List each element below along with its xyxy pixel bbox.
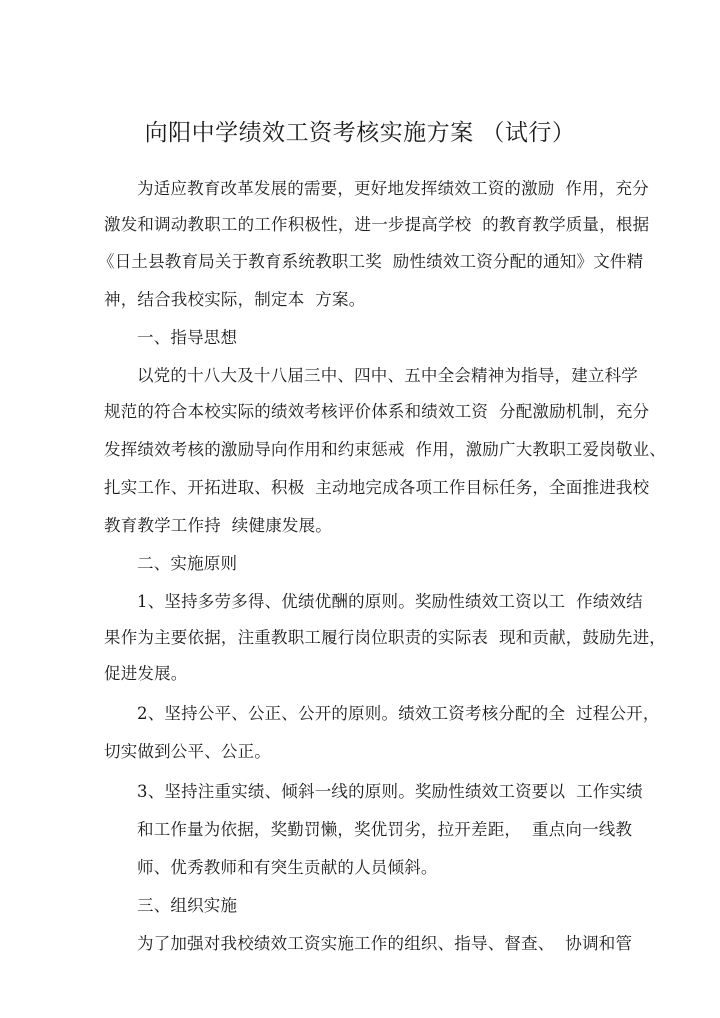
paragraph-line: 扎实工作、开拓进取、积极 主动地完成各项工作目标任务，全面推进我校 [104, 478, 650, 497]
paragraph-line: 促进发展。 [104, 664, 188, 683]
paragraph-line: 以党的十八大及十八届三中、四中、五中全会精神为指导，建立科学 [137, 366, 638, 385]
paragraph-line: 规范的符合本校实际的绩效考核评价体系和绩效工资 分配激励机制，充分 [104, 402, 650, 421]
section-heading: 三、组织实施 [137, 896, 238, 915]
paragraph-line: 和工作量为依据，奖勤罚懒，奖优罚劣，拉开差距， 重点向一线教 [137, 820, 633, 839]
paragraph-line: 激发和调动教职工的工作积极性，进一步提高学校 的教育教学质量，根据 [104, 215, 650, 234]
paragraph-line: 果作为主要依据，注重教职工履行岗位职责的实际表 现和贡献，鼓励先进， [104, 628, 666, 647]
paragraph-line: 2、坚持公平、公正、公开的原则。绩效工资考核分配的全 过程公开， [137, 704, 660, 723]
paragraph-line: 3、坚持注重实绩、倾斜一线的原则。奖励性绩效工资要以 工作实绩 [137, 782, 643, 801]
section-heading: 二、实施原则 [137, 554, 238, 573]
document-title: 向阳中学绩效工资考核实施方案 （试行） [144, 120, 576, 146]
paragraph-line: 神，结合我校实际，制定本 方案。 [104, 290, 366, 309]
paragraph-line: 发挥绩效考核的激励导向作用和约束惩戒 作用，激励广大教职工爱岗敬业、 [104, 440, 666, 459]
section-heading: 一、指导思想 [137, 328, 238, 347]
paragraph-line: 为了加强对我校绩效工资实施工作的组织、指导、督查、 协调和管 [137, 934, 633, 953]
paragraph-line: 教育教学工作持 续健康发展。 [104, 516, 332, 535]
paragraph-line: 为适应教育改革发展的需要，更好地发挥绩效工资的激励 作用，充分 [137, 179, 649, 198]
paragraph-line: 切实做到公平、公正。 [104, 742, 271, 761]
paragraph-line: 师、优秀教师和有突生贡献的人员倾斜。 [137, 858, 438, 877]
paragraph-line: 《日土县教育局关于教育系统教职工奖 励性绩效工资分配的通知》文件精 [98, 252, 644, 271]
paragraph-line: 1、坚持多劳多得、优绩优酬的原则。奖励性绩效工资以工 作绩效结 [137, 592, 643, 611]
